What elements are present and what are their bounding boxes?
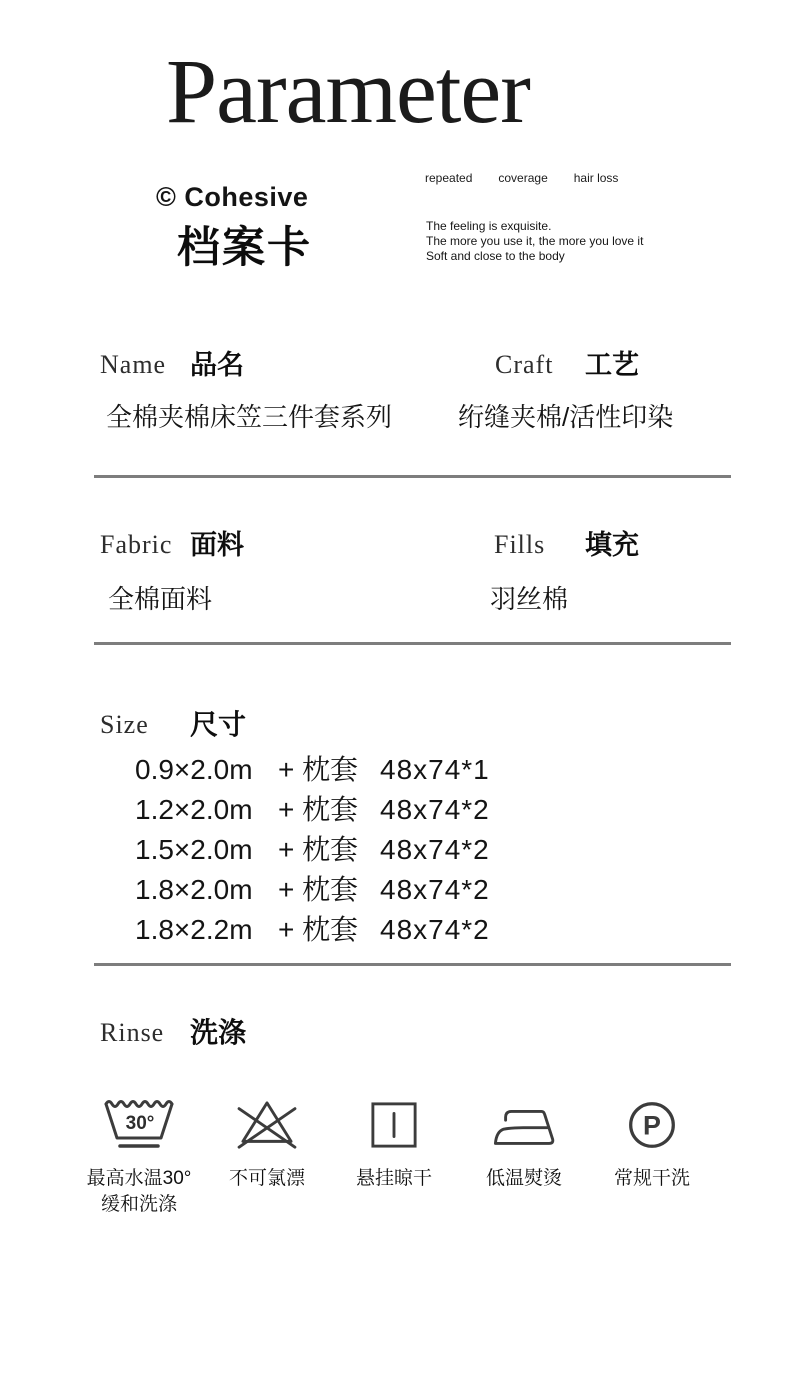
size-value: 1.8×2.0m [135,874,253,905]
pillowcase-dims: 48x74*2 [380,914,490,945]
care-label: 悬挂晾干 [355,1168,432,1189]
fabric-label-en: Fabric [100,530,173,559]
care-label: 缓和洗涤 [100,1194,177,1215]
fabric-fills-label-row [0,530,790,566]
dry-clean-letter: P [643,1110,661,1141]
section-divider [94,642,731,645]
care-column-iron [459,1096,589,1192]
tagline-line: The feeling is exquisite. [426,219,552,233]
keyword-item: repeated [425,171,473,185]
dry-clean-icon [587,1096,717,1154]
name-craft-value-row [0,401,790,437]
pillowcase-dims: 48x74*2 [380,834,490,865]
fabric-value: 全棉面料 [108,584,213,614]
plus-sign: + [278,794,295,825]
rinse-label-row [0,1018,790,1054]
fills-label-en: Fills [494,530,546,559]
size-value: 1.8×2.2m [135,914,253,945]
size-value: 0.9×2.0m [135,754,253,785]
care-label: 常规干洗 [613,1168,690,1189]
plus-sign: + [278,754,295,785]
wash-30-icon [73,1096,205,1154]
care-column-dry [329,1096,459,1192]
section-divider [94,963,731,966]
plus-sign: + [278,834,295,865]
pillowcase-dims: 48x74*1 [380,754,490,785]
section-divider [94,475,731,478]
pillowcase-label: 枕套 [302,914,359,945]
hang-dry-icon [329,1096,459,1154]
size-table [0,750,790,950]
tagline-line: The more you use it, the more you love it [426,234,644,248]
care-label: 低温熨烫 [485,1168,562,1189]
size-row [0,790,790,830]
size-value: 1.5×2.0m [135,834,253,865]
fills-value: 羽丝棉 [490,584,569,614]
size-row [0,870,790,910]
plus-sign: + [278,874,295,905]
archive-card-label: 档案卡 [177,224,312,272]
fills-label-zh: 填充 [585,530,639,560]
rinse-label-zh: 洗涤 [190,1017,247,1048]
craft-label-zh: 工艺 [585,350,639,380]
fabric-label-zh: 面料 [190,530,244,560]
name-label-en: Name [100,350,167,379]
care-label: 最高水温30° [86,1168,192,1189]
keyword-item: hair loss [573,171,619,185]
tagline-paragraph [426,219,643,264]
size-label-row [0,710,790,746]
keyword-item: coverage [498,171,548,185]
size-label-en: Size [100,710,149,739]
name-label-zh: 品名 [190,350,244,380]
size-row [0,830,790,870]
name-value: 全棉夹棉床笠三件套系列 [106,402,393,432]
care-column-dryclean [587,1096,717,1192]
size-row [0,910,790,950]
brand-logo: © Cohesive [156,182,309,212]
care-column-wash [73,1096,205,1218]
craft-label-en: Craft [495,350,554,379]
size-row [0,750,790,790]
craft-value: 绗缝夹棉/活性印染 [458,402,674,432]
pillowcase-dims: 48x74*2 [380,794,490,825]
tagline-line: Soft and close to the body [426,249,565,263]
rinse-label-en: Rinse [100,1018,165,1047]
size-label-zh: 尺寸 [190,709,247,740]
pillowcase-label: 枕套 [302,874,359,905]
plus-sign: + [278,914,295,945]
pillowcase-label: 枕套 [302,834,359,865]
care-label: 不可氯漂 [228,1168,305,1189]
pillowcase-dims: 48x74*2 [380,874,490,905]
page-title: Parameter [166,40,530,142]
pillowcase-label: 枕套 [302,794,359,825]
no-bleach-icon [202,1096,332,1154]
fabric-fills-value-row [0,583,790,619]
name-craft-label-row [0,350,790,386]
size-value: 1.2×2.0m [135,794,253,825]
care-column-bleach [202,1096,332,1192]
keyword-list [425,171,618,185]
pillowcase-label: 枕套 [302,754,359,785]
iron-low-icon [459,1096,589,1154]
wash-temp-text: 30° [125,1113,155,1134]
